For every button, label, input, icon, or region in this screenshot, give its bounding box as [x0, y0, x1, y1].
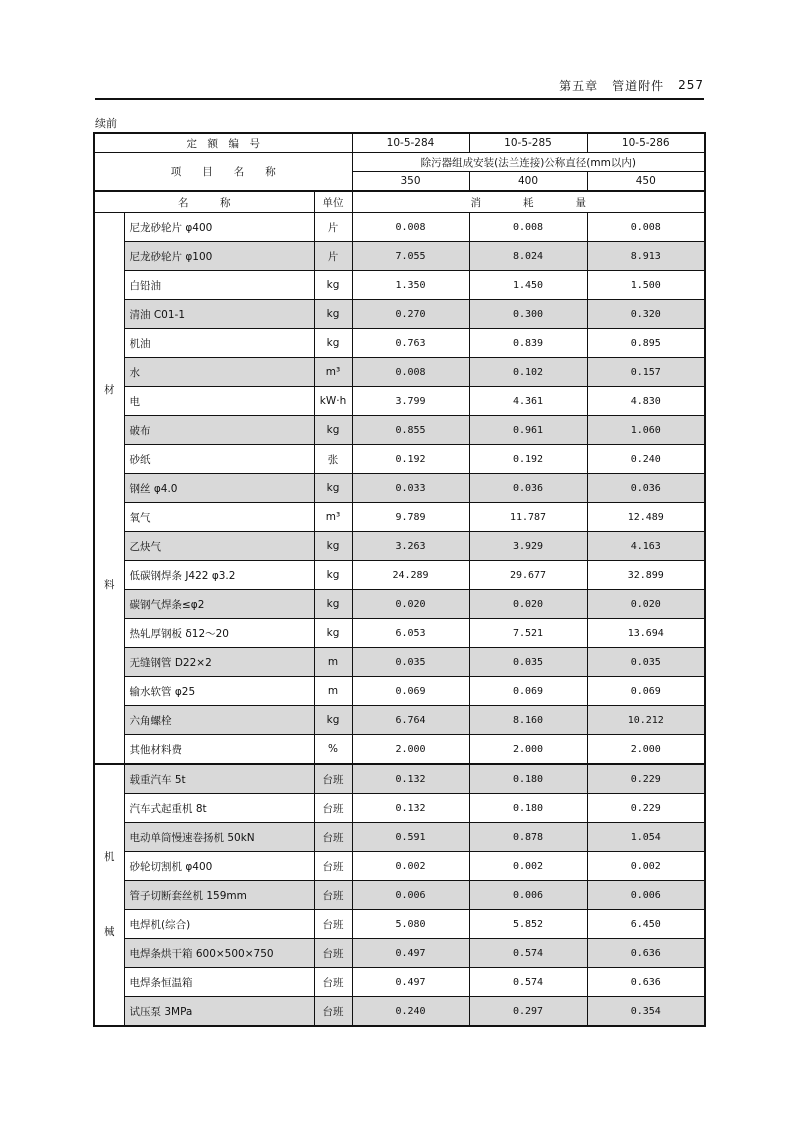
table-row — [94, 794, 705, 823]
consumption-value: 0.497 — [352, 968, 469, 997]
consumption-value: 4.830 — [587, 387, 705, 416]
consumption-value: 0.354 — [587, 997, 705, 1027]
consumption-value: 0.240 — [352, 997, 469, 1027]
consumption-value: 29.677 — [469, 561, 587, 590]
item-name: 低碳钢焊条 J422 φ3.2 — [124, 561, 314, 590]
consumption-value: 8.913 — [587, 242, 705, 271]
consumption-value: 4.163 — [587, 532, 705, 561]
consumption-value: 7.521 — [469, 619, 587, 648]
consumption-value: 0.229 — [587, 764, 705, 794]
consumption-value: 0.180 — [469, 794, 587, 823]
consumption-value: 0.020 — [587, 590, 705, 619]
table-row — [94, 706, 705, 735]
item-name: 电 — [124, 387, 314, 416]
consumption-value: 0.002 — [469, 852, 587, 881]
item-name-label: 项 目 名 称 — [94, 153, 352, 192]
table-row — [94, 677, 705, 706]
item-unit: kg — [314, 300, 352, 329]
consumption-value: 3.799 — [352, 387, 469, 416]
table-row — [94, 503, 705, 532]
item-unit: 台班 — [314, 823, 352, 852]
consumption-value: 0.895 — [587, 329, 705, 358]
page-number: 257 — [678, 78, 704, 92]
consumption-value: 0.497 — [352, 939, 469, 968]
name-column-header: 名 称 — [94, 191, 314, 213]
consumption-value: 0.763 — [352, 329, 469, 358]
table-row — [94, 764, 705, 794]
item-name: 水 — [124, 358, 314, 387]
item-name: 氧气 — [124, 503, 314, 532]
consumption-value: 0.020 — [469, 590, 587, 619]
consumption-value: 2.000 — [352, 735, 469, 765]
consumption-value: 0.192 — [469, 445, 587, 474]
consumption-value: 5.852 — [469, 910, 587, 939]
consumption-value: 0.006 — [587, 881, 705, 910]
consumption-value: 3.929 — [469, 532, 587, 561]
table-row — [94, 242, 705, 271]
item-unit: m — [314, 677, 352, 706]
item-name: 无缝钢管 D22×2 — [124, 648, 314, 677]
table-row — [94, 358, 705, 387]
page-header — [95, 72, 704, 100]
item-name: 白铅油 — [124, 271, 314, 300]
item-unit: kg — [314, 329, 352, 358]
consumption-value: 0.033 — [352, 474, 469, 503]
quota-code: 10-5-286 — [587, 133, 705, 153]
table-row — [94, 474, 705, 503]
item-name: 电焊机(综合) — [124, 910, 314, 939]
table-row — [94, 213, 705, 242]
table-row — [94, 939, 705, 968]
diameter-value: 400 — [469, 172, 587, 192]
table-row — [94, 648, 705, 677]
table-row — [94, 416, 705, 445]
consumption-value: 0.132 — [352, 794, 469, 823]
consumption-value: 1.450 — [469, 271, 587, 300]
section-label: 管道附件 — [612, 78, 665, 93]
item-unit: 台班 — [314, 968, 352, 997]
item-name: 管子切断套丝机 159mm — [124, 881, 314, 910]
item-unit: kg — [314, 532, 352, 561]
consumption-value: 0.036 — [469, 474, 587, 503]
item-name: 其他材料费 — [124, 735, 314, 765]
item-unit: 台班 — [314, 910, 352, 939]
consumption-value: 0.320 — [587, 300, 705, 329]
consumption-value: 0.002 — [352, 852, 469, 881]
item-name: 电焊条恒温箱 — [124, 968, 314, 997]
table-row — [94, 329, 705, 358]
consumption-value: 0.180 — [469, 764, 587, 794]
item-unit: 片 — [314, 242, 352, 271]
chapter-label: 第五章 — [559, 78, 599, 93]
item-unit: kg — [314, 561, 352, 590]
table-row — [94, 823, 705, 852]
consumption-value: 3.263 — [352, 532, 469, 561]
consumption-column-header: 消 耗 量 — [352, 191, 705, 213]
consumption-value: 8.160 — [469, 706, 587, 735]
consumption-value: 0.006 — [352, 881, 469, 910]
item-name: 电焊条烘干箱 600×500×750 — [124, 939, 314, 968]
item-unit: 台班 — [314, 764, 352, 794]
table-row — [94, 735, 705, 765]
consumption-value: 0.229 — [587, 794, 705, 823]
table-row — [94, 881, 705, 910]
item-unit: m³ — [314, 503, 352, 532]
consumption-value: 0.069 — [587, 677, 705, 706]
item-unit: % — [314, 735, 352, 765]
item-unit: kg — [314, 474, 352, 503]
table-row — [94, 968, 705, 997]
consumption-value: 32.899 — [587, 561, 705, 590]
consumption-value: 0.035 — [587, 648, 705, 677]
consumption-value: 11.787 — [469, 503, 587, 532]
consumption-value: 0.855 — [352, 416, 469, 445]
unit-column-header: 单位 — [314, 191, 352, 213]
consumption-value: 0.132 — [352, 764, 469, 794]
category-char: 机 — [104, 851, 115, 863]
consumption-value: 0.300 — [469, 300, 587, 329]
item-unit: 台班 — [314, 852, 352, 881]
consumption-value: 0.008 — [352, 213, 469, 242]
table-row — [94, 619, 705, 648]
table-row — [94, 387, 705, 416]
item-name: 六角螺栓 — [124, 706, 314, 735]
continued-label: 续前 — [95, 117, 117, 130]
consumption-value: 5.080 — [352, 910, 469, 939]
item-name: 清油 C01-1 — [124, 300, 314, 329]
consumption-value: 0.036 — [587, 474, 705, 503]
table-row — [94, 300, 705, 329]
item-unit: 台班 — [314, 997, 352, 1027]
table-row — [94, 590, 705, 619]
item-name: 输水软管 φ25 — [124, 677, 314, 706]
consumption-value: 0.035 — [352, 648, 469, 677]
consumption-value: 0.839 — [469, 329, 587, 358]
consumption-value: 0.574 — [469, 968, 587, 997]
category-label — [94, 213, 124, 765]
consumption-value: 0.636 — [587, 939, 705, 968]
item-name: 碳钢气焊条≤φ2 — [124, 590, 314, 619]
consumption-value: 0.961 — [469, 416, 587, 445]
consumption-value: 0.270 — [352, 300, 469, 329]
item-name: 破布 — [124, 416, 314, 445]
consumption-value: 0.192 — [352, 445, 469, 474]
consumption-value: 0.035 — [469, 648, 587, 677]
consumption-value: 0.240 — [587, 445, 705, 474]
table-row — [94, 997, 705, 1027]
consumption-value: 0.002 — [587, 852, 705, 881]
consumption-value: 6.053 — [352, 619, 469, 648]
consumption-value: 0.008 — [352, 358, 469, 387]
item-name: 尼龙砂轮片 φ400 — [124, 213, 314, 242]
item-name: 尼龙砂轮片 φ100 — [124, 242, 314, 271]
table-row — [94, 271, 705, 300]
consumption-value: 6.764 — [352, 706, 469, 735]
column-header-row — [94, 191, 705, 213]
item-unit: 台班 — [314, 881, 352, 910]
consumption-value: 1.060 — [587, 416, 705, 445]
item-name: 乙炔气 — [124, 532, 314, 561]
consumption-value: 0.157 — [587, 358, 705, 387]
item-name: 载重汽车 5t — [124, 764, 314, 794]
consumption-value: 24.289 — [352, 561, 469, 590]
consumption-value: 0.102 — [469, 358, 587, 387]
consumption-value: 1.500 — [587, 271, 705, 300]
diameter-value: 450 — [587, 172, 705, 192]
materials-section — [94, 213, 705, 765]
consumption-value: 13.694 — [587, 619, 705, 648]
item-name: 试压泵 3MPa — [124, 997, 314, 1027]
quota-table — [93, 132, 706, 1027]
item-name: 机油 — [124, 329, 314, 358]
consumption-value: 0.636 — [587, 968, 705, 997]
item-title: 除污器组成安装(法兰连接)公称直径(mm以内) — [352, 153, 705, 172]
table-row — [94, 445, 705, 474]
consumption-value: 2.000 — [469, 735, 587, 765]
table-row — [94, 910, 705, 939]
item-name: 热轧厚钢板 δ12～20 — [124, 619, 314, 648]
consumption-value: 4.361 — [469, 387, 587, 416]
consumption-value: 0.591 — [352, 823, 469, 852]
category-char: 材 — [104, 384, 115, 396]
diameter-value: 350 — [352, 172, 469, 192]
table-row — [94, 852, 705, 881]
consumption-value: 1.350 — [352, 271, 469, 300]
consumption-value: 1.054 — [587, 823, 705, 852]
item-unit: kW·h — [314, 387, 352, 416]
consumption-value: 12.489 — [587, 503, 705, 532]
item-unit: 张 — [314, 445, 352, 474]
consumption-value: 0.006 — [469, 881, 587, 910]
item-name: 汽车式起重机 8t — [124, 794, 314, 823]
item-name: 砂纸 — [124, 445, 314, 474]
consumption-value: 10.212 — [587, 706, 705, 735]
item-unit: m³ — [314, 358, 352, 387]
consumption-value: 0.069 — [352, 677, 469, 706]
item-unit: kg — [314, 706, 352, 735]
consumption-value: 0.069 — [469, 677, 587, 706]
category-char: 料 — [104, 579, 115, 591]
quota-code: 10-5-284 — [352, 133, 469, 153]
item-unit: 台班 — [314, 939, 352, 968]
consumption-value: 9.789 — [352, 503, 469, 532]
item-unit: kg — [314, 416, 352, 445]
quota-code-label: 定 额 编 号 — [94, 133, 352, 153]
item-unit: 片 — [314, 213, 352, 242]
item-title-row — [94, 153, 705, 172]
consumption-value: 0.574 — [469, 939, 587, 968]
item-name: 砂轮切割机 φ400 — [124, 852, 314, 881]
table-row — [94, 561, 705, 590]
table-row — [94, 532, 705, 561]
item-unit: kg — [314, 271, 352, 300]
category-label — [94, 764, 124, 1026]
consumption-value: 8.024 — [469, 242, 587, 271]
quota-code-row — [94, 133, 705, 153]
consumption-value: 0.008 — [469, 213, 587, 242]
item-unit: kg — [314, 619, 352, 648]
item-unit: kg — [314, 590, 352, 619]
consumption-value: 0.878 — [469, 823, 587, 852]
consumption-value: 0.297 — [469, 997, 587, 1027]
item-name: 电动单筒慢速卷扬机 50kN — [124, 823, 314, 852]
machinery-section — [94, 764, 705, 1026]
consumption-value: 0.020 — [352, 590, 469, 619]
consumption-value: 7.055 — [352, 242, 469, 271]
consumption-value: 0.008 — [587, 213, 705, 242]
category-char: 械 — [104, 926, 115, 938]
item-unit: 台班 — [314, 794, 352, 823]
item-unit: m — [314, 648, 352, 677]
consumption-value: 6.450 — [587, 910, 705, 939]
item-name: 钢丝 φ4.0 — [124, 474, 314, 503]
consumption-value: 2.000 — [587, 735, 705, 765]
quota-code: 10-5-285 — [469, 133, 587, 153]
